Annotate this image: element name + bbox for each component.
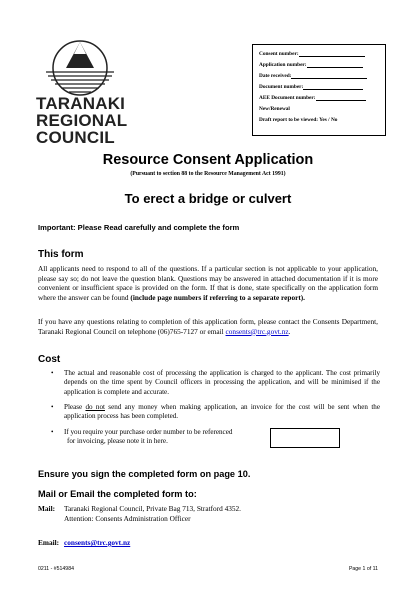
draft-report-no[interactable]: No [330,117,338,123]
logo-word-2: REGIONAL [36,111,128,130]
document-reference: 0211 - #514984 [38,566,74,572]
cost-bullet-1: The actual and reasonable cost of processing the application is charged to the applicant. The cost primarily depends on the time spent by Council officers in processing the application, and will be minimised if the application is complete and accurate. [64,369,380,396]
page-number: Page 1 of 11 [348,566,378,572]
mail-heading: Mail or Email the completed form to: [38,489,197,499]
new-renewal-row[interactable]: New/Renewal [259,106,290,112]
project-title: To erect a bridge or culvert [124,191,292,206]
this-form-paragraph-2-text: If you have any questions relating to completion of this application form, please contact the Consents Department, Taranaki Regional Council on telephone (06)765-7127 or email [38,317,378,336]
application-number-field[interactable] [307,62,363,68]
cost-bullet-2-text-a: Please [64,403,86,411]
page-title: Resource Consent Application [102,152,314,168]
cost-bullet-3-line-2: for invoicing, please note it in here. [67,437,168,446]
bullet-icon: • [51,428,54,436]
important-note: Important: Please Read carefully and complete the form [38,223,240,232]
bullet-icon: • [51,369,54,377]
date-received-label: Date received: [259,73,292,79]
draft-report-separator: / [328,117,330,123]
mail-label: Mail: [38,504,56,513]
mail-address [64,504,241,523]
this-form-heading: This form [38,249,84,260]
cost-bullet-2-underline: do not [85,403,105,411]
draft-report-row [259,117,337,123]
cost-bullet-2-text-b: send any money when making application, an invoice for the cost will be sent when the application process has been completed. [64,403,380,421]
mountain-logo-icon [36,38,136,96]
page-subtitle: (Pursuant to section 88 to the Resource Management Act 1991) [130,171,286,177]
cost-bullet-3-line-1: If you require your purchase order number to be referenced [64,428,233,436]
this-form-paragraph-1-text: All applicants need to respond to all of the questions. If a particular section is not applicable to your application, please say so; do not leave the question blank. Questions may be answered in attached documentation if it is more convenient or insufficient space is provided on the form. If that is done, state specifically on the application form where the answer can be found [38,264,378,302]
draft-report-yes[interactable]: Yes [319,117,327,123]
date-received-row [259,73,367,79]
document-number-field[interactable] [303,84,363,90]
aee-document-number-field[interactable] [316,95,366,101]
this-form-paragraph-1 [38,264,378,302]
council-logo [36,38,136,146]
this-form-paragraph-2-end: . [288,326,291,336]
sign-heading: Ensure you sign the completed form on page 10. [38,469,251,479]
consent-number-row [259,51,365,57]
office-use-box [252,44,386,136]
application-number-row [259,62,363,68]
email-label: Email: [38,538,60,547]
aee-document-number-row [259,95,366,101]
application-number-label: Application number: [259,62,307,68]
logo-word-1: TARANAKI [36,94,126,113]
logo-word-3: COUNCIL [36,128,115,147]
mail-address-line-2: Attention: Consents Administration Officer [64,513,191,523]
aee-document-number-label: AEE Document number: [259,95,316,101]
draft-report-label: Draft report to be viewed: [259,117,319,123]
mail-address-line-1: Taranaki Regional Council, Private Bag 713, Stratford 4352. [64,504,242,513]
bullet-icon: • [51,403,54,411]
consents-email-link[interactable]: consents@trc.govt.nz [225,326,289,336]
consent-number-field[interactable] [299,51,365,57]
this-form-paragraph-1-bold: (include page numbers if referring to a separate report). [130,292,306,302]
document-number-row [259,84,363,90]
cost-bullet-2 [64,403,380,422]
consent-number-label: Consent number: [259,51,299,57]
this-form-paragraph-2 [38,317,378,336]
document-number-label: Document number: [259,84,304,90]
cost-heading: Cost [38,354,61,365]
date-received-field[interactable] [291,73,367,79]
cost-bullet-3 [64,428,232,447]
email-address-link[interactable]: consents@trc.govt.nz [64,538,131,547]
purchase-order-input[interactable] [270,428,340,448]
